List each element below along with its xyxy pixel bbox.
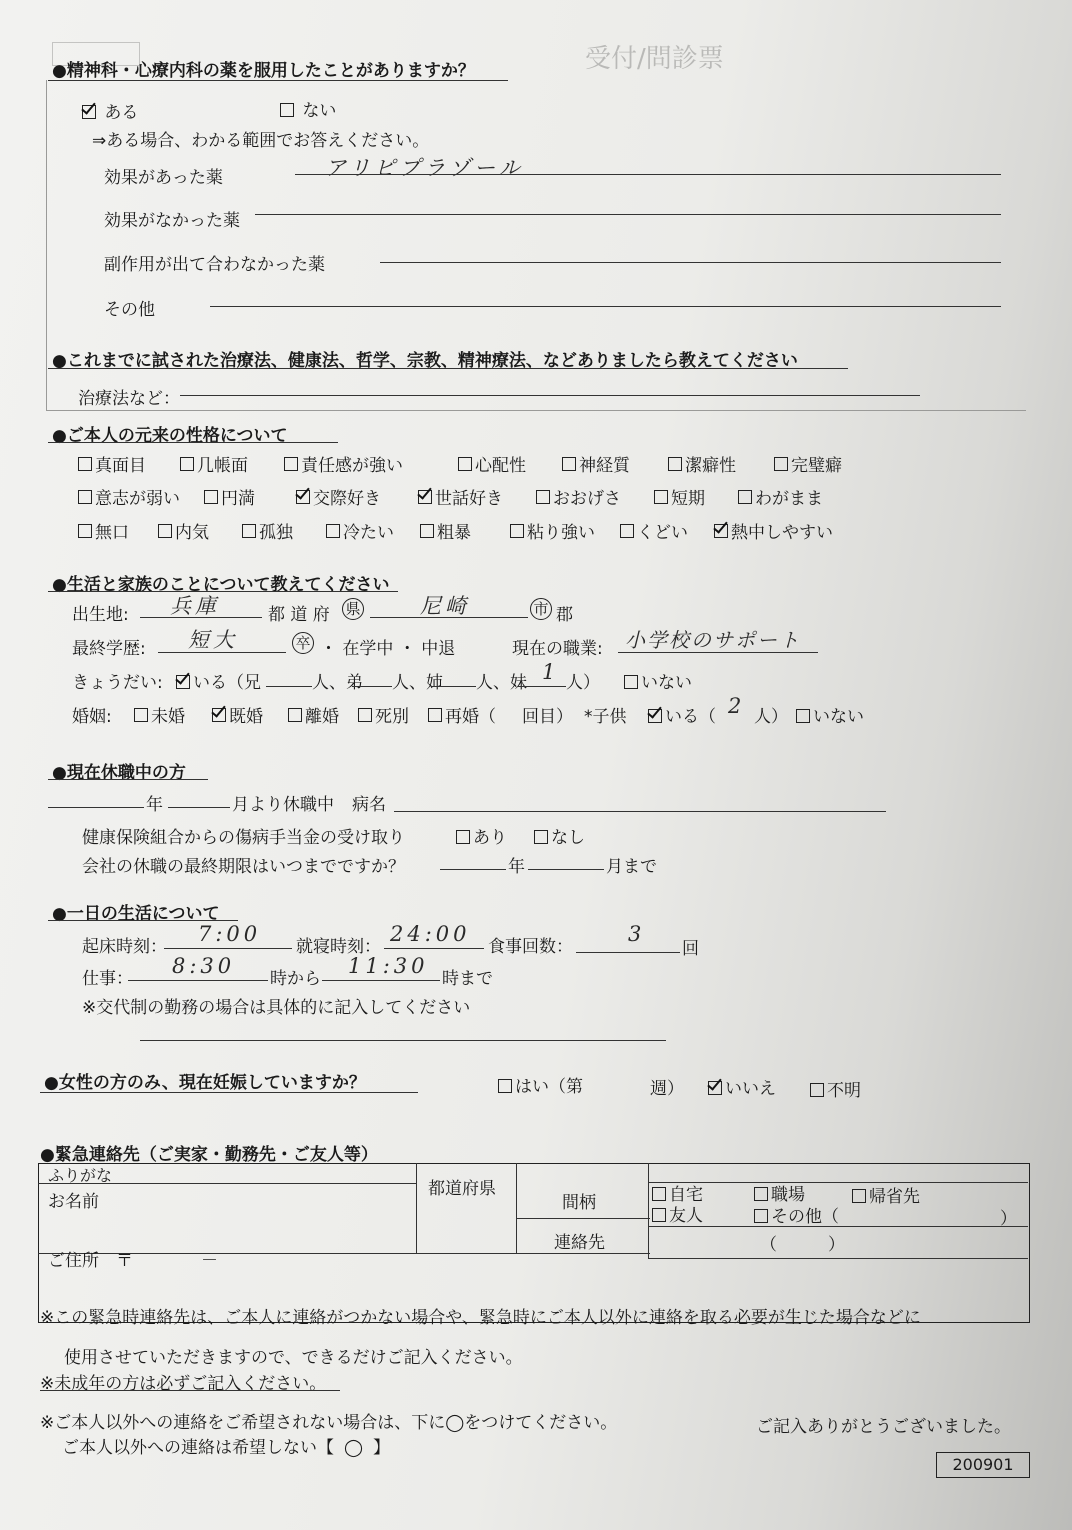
trait-shinpai[interactable] [458,451,548,476]
checkbox-checked[interactable] [648,709,662,723]
checkbox[interactable] [754,1187,768,1201]
relation-option-label: 帰省先 [869,1187,920,1207]
wake-value[interactable]: 7:00 [198,922,262,946]
trait-kousai[interactable] [296,484,404,509]
wake-label: 起床時刻： [82,937,167,957]
todofu-label: 都 道 府 [268,605,330,625]
relation-label: 間柄 [562,1193,596,1213]
checkbox-checked[interactable] [212,708,226,722]
option-yes-label: ある [104,103,139,123]
treatment-label: 治療法など： [78,389,180,409]
meals-line [576,952,680,953]
children-count[interactable]: 2 [728,694,746,718]
leave-year-field[interactable] [48,807,144,808]
younger-sister-count[interactable]: 1 [542,660,560,684]
column-divider [416,1163,417,1253]
no-contact-bracket: 】 [373,1438,391,1458]
shift-note: ※交代制の勤務の場合は具体的に記入してください [82,998,471,1018]
work-label: 仕事： [82,969,133,989]
trait-label: 内気 [175,523,209,543]
checkbox-checked[interactable] [714,524,728,538]
relation-divider [516,1218,650,1219]
checkbox[interactable] [242,524,256,538]
trait-sekinin[interactable] [284,451,444,476]
siblings-yes-label: いる（兄 [193,673,261,693]
ken-label: 県 [342,598,364,620]
trait-label: 熱中しやすい [731,523,833,543]
pregnancy-no-label: いいえ [725,1079,776,1099]
note-underline [40,1390,340,1391]
trait-kudoi[interactable] [620,518,700,543]
trait-label: 交際好き [313,489,381,509]
checkbox[interactable] [428,708,442,722]
relation-option-label: 職場 [771,1185,805,1205]
children-no[interactable] [796,702,864,727]
checkbox[interactable] [652,1187,666,1201]
birth-city-line [370,617,528,618]
leave-month-field[interactable] [168,807,230,808]
children-no-label: いない [813,707,864,727]
ineffective-label: 効果がなかった薬 [104,211,240,231]
edu-label: 最終学歴: [72,639,146,659]
checkbox[interactable] [536,490,550,504]
section-medication-title: ●精神科・心療内科の薬を服用したことがありますか？ [52,61,475,81]
section-leave-title: ●現在休職中の方 [52,763,186,783]
option-yes[interactable] [82,98,138,123]
insurance-yes[interactable] [456,823,507,848]
trait-mukuchi[interactable] [78,518,144,543]
relation-family-home[interactable] [852,1182,920,1207]
checkbox-checked[interactable] [708,1081,722,1095]
checkbox[interactable] [78,524,92,538]
emergency-note-3: ※未成年の方は必ずご記入ください。 [40,1374,327,1394]
insurance-yes-label: あり [473,828,507,848]
relation-option-label: その他（ [771,1207,839,1227]
ken-circled [342,598,364,620]
trait-kodoku[interactable] [242,518,312,543]
younger-brother-field[interactable] [352,686,392,687]
edu-line [158,652,286,653]
marriage-label: 婚姻: [72,707,112,727]
emergency-note-4: ※ご本人以外への連絡をご希望されない場合は、下に◯をつけてください。 [40,1413,618,1433]
title-underline [48,779,208,780]
sleep-line [384,948,484,949]
side-effect-label: 副作用が出て合わなかった薬 [104,255,325,275]
trait-label: 潔癖性 [685,456,736,476]
checkbox[interactable] [420,524,434,538]
children-yes-label: いる（ [665,707,716,727]
trait-label: 粗暴 [437,523,471,543]
trait-label: 無口 [95,523,129,543]
checkbox-checked[interactable] [418,490,432,504]
leave-year-label: 年 [146,795,163,815]
trait-oogesa[interactable] [536,484,640,509]
insurance-no-label: なし [551,828,585,848]
brother-count-field[interactable] [266,686,312,687]
relation-friend[interactable] [652,1201,703,1226]
title-underline [48,368,848,369]
trait-label: 冷たい [343,523,394,543]
trait-label: くどい [637,523,688,543]
emergency-note-5 [62,1433,390,1458]
thanks-text: ご記入ありがとうございました。 [756,1417,1011,1437]
checkbox[interactable] [668,457,682,471]
shi-label: 市 [530,598,552,620]
relation-other-close: ） [1000,1209,1017,1229]
relation-option-label: 自宅 [669,1185,703,1205]
treatment-field[interactable] [180,395,920,396]
option-no-label: ない [302,101,337,121]
no-contact-mark[interactable]: ◯ [344,1438,364,1458]
address-label: ご住所 〒 － [48,1251,218,1271]
birth-pref-value[interactable]: 兵庫 [170,594,220,618]
checkbox[interactable] [326,524,340,538]
section-divider [46,410,1026,411]
trait-tsumetai[interactable] [326,518,406,543]
checkbox[interactable] [498,1079,512,1093]
marriage-remarried[interactable] [428,702,496,727]
title-underline [40,1092,418,1093]
personality-row-1 [78,451,856,476]
siblings-no[interactable] [624,668,692,693]
trait-shinkei[interactable] [562,451,654,476]
birth-pref-line [140,617,262,618]
deadline-label: 会社の休職の最終期限はいつまでですか？ [82,857,405,877]
pregnancy-no[interactable] [708,1074,776,1099]
form-code: 200901 [936,1452,1030,1478]
siblings-imouto-label: 人、妹 [476,673,527,693]
checkbox[interactable] [204,490,218,504]
ineffective-field[interactable] [255,214,1001,215]
siblings-yes[interactable] [176,668,261,693]
trait-label: 短期 [671,489,705,509]
checkbox[interactable] [810,1083,824,1097]
checkbox[interactable] [738,490,752,504]
section-pregnancy-title: ●女性の方のみ、現在妊娠していますか？ [44,1073,366,1093]
meals-value[interactable]: 3 [628,922,646,946]
deadline-year-label: 年 [508,857,525,877]
trait-label: 真面目 [95,456,146,476]
section-family-title: ●生活と家族のことについて教えてください [52,575,390,595]
effective-value[interactable]: アリピプラゾール [325,156,524,180]
pregnancy-yes-label: はい（第 [515,1077,583,1097]
checkbox[interactable] [652,1208,666,1222]
checkbox[interactable] [620,524,634,538]
siblings-no-label: いない [641,673,692,693]
trait-label: 心配性 [475,456,526,476]
job-value[interactable]: 小学校のサポート [625,628,801,652]
marriage-divorced[interactable] [288,702,344,727]
trait-uchiki[interactable] [158,518,228,543]
siblings-brother-label: 人、弟 [312,673,363,693]
marriage-married[interactable] [212,702,274,727]
younger-sister-line [518,686,566,687]
checkbox[interactable] [624,675,638,689]
edu-value[interactable]: 短大 [188,628,238,652]
pregnancy-yes[interactable] [498,1072,583,1097]
children-yes[interactable] [648,702,716,727]
remarriage-count-label: 回目） [522,707,573,727]
trait-sewa[interactable] [418,484,522,509]
checkbox[interactable] [852,1189,866,1203]
marriage-option-label: 離婚 [305,707,339,727]
checkbox[interactable] [774,457,788,471]
marriage-single[interactable] [134,702,198,727]
other-field[interactable] [210,306,1001,307]
checkbox[interactable] [534,830,548,844]
marriage-options [134,702,510,727]
option-no[interactable] [280,96,336,121]
insurance-no[interactable] [534,823,585,848]
work-from-value[interactable]: 8:30 [172,954,236,978]
checkbox[interactable] [510,524,524,538]
shift-field[interactable] [140,1040,666,1041]
gun-label: 郡 [556,605,573,625]
furigana-label: ふりがな [48,1166,113,1185]
trait-wagamama[interactable] [738,484,823,509]
checkbox[interactable] [754,1209,768,1223]
checkbox[interactable] [562,457,576,471]
trait-kanpeki[interactable] [774,451,842,476]
side-effect-field[interactable] [380,262,1001,263]
pregnancy-unknown-label: 不明 [827,1081,861,1101]
section-emergency-title: ●緊急連絡先（ご実家・勤務先・ご友人等） [40,1145,378,1165]
title-underline [48,920,238,921]
checkbox[interactable] [78,457,92,471]
sister-count-field[interactable] [432,686,476,687]
relation-top-line [648,1182,1028,1183]
emergency-note-1: ※この緊急時連絡先は、ご本人に連絡がつかない場合や、緊急時にご本人以外に連絡を取る必要が生じた場合などに [40,1308,921,1328]
checkbox[interactable] [456,830,470,844]
checkbox-no[interactable] [280,103,294,117]
birth-label: 出生地: [72,605,129,625]
trait-label: 孤独 [259,523,293,543]
relation-option-label: 友人 [669,1206,703,1226]
job-label: 現在の職業: [512,639,603,659]
marriage-option-label: 死別 [375,707,409,727]
section-border [46,80,47,410]
trait-necchu[interactable] [714,518,833,543]
contact-paren: （ ） [760,1235,845,1255]
personality-row-2 [78,484,837,509]
meals-unit: 回 [682,939,699,959]
deadline-year-field[interactable] [440,869,506,870]
siblings-label: きょうだい: [72,673,163,693]
trait-enman[interactable] [204,484,282,509]
title-underline [48,591,398,592]
section-daily-title: ●一日の生活について [52,904,220,924]
medication-note: ⇒ある場合、わかる範囲でお答えください。 [92,131,430,151]
trait-label: おおげさ [553,489,621,509]
deadline-month-field[interactable] [528,869,604,870]
checkbox[interactable] [180,457,194,471]
checkbox[interactable] [458,457,472,471]
section-personality-title: ●ご本人の元来の性格について [52,426,288,446]
checkbox-yes[interactable] [82,105,96,119]
illness-label: 病名 [352,795,386,815]
trait-label: わがまま [755,489,823,509]
checkbox-checked[interactable] [296,490,310,504]
contact-bottom-line [648,1258,1028,1259]
contact-label: 連絡先 [554,1233,605,1253]
shi-circled [530,598,552,620]
checkbox[interactable] [796,709,810,723]
job-line [618,652,818,653]
work-to-value[interactable]: 11:30 [348,954,429,978]
meals-label: 食事回数： [488,937,573,957]
illness-field[interactable] [394,811,886,812]
no-contact-label: ご本人以外への連絡は希望しない【 [62,1438,334,1458]
relation-other[interactable] [754,1202,839,1227]
marriage-option-label: 既婚 [229,707,263,727]
section-treatment-title: ●これまでに試された治療法、健康法、哲学、宗教、精神療法、などありましたら教えてください [52,351,798,371]
deadline-month-label: 月まで [606,857,657,877]
pregnancy-week: 週） [650,1079,684,1099]
emergency-note-2: 使用させていただきますので、できるだけご記入ください。 [64,1348,523,1368]
sotsu-circled [292,632,314,654]
trait-label: 世話好き [435,489,503,509]
children-label: *子供 [584,707,627,727]
checkbox[interactable] [284,457,298,471]
trait-label: 責任感が強い [301,456,403,476]
sleep-label: 就寝時刻： [296,937,381,957]
trait-nebari[interactable] [510,518,606,543]
wake-line [164,948,292,949]
work-from-label: 時から [270,969,321,989]
checkbox[interactable] [158,524,172,538]
name-label: お名前 [48,1192,99,1212]
sotsu-label: 卒 [292,632,314,654]
trait-label: 粘り強い [527,523,595,543]
edu-status-options: ・ 在学中 ・ 中退 [320,639,456,659]
sleep-value[interactable]: 24:00 [390,922,471,946]
marriage-widowed[interactable] [358,702,414,727]
trait-label: 意志が弱い [95,489,180,509]
trait-label: 神経質 [579,456,630,476]
trait-tanki[interactable] [654,484,724,509]
trait-majime[interactable] [78,451,166,476]
effective-line [295,174,1001,175]
checkbox[interactable] [134,708,148,722]
trait-kichoumen[interactable] [180,451,270,476]
checkbox[interactable] [358,708,372,722]
title-underline [48,442,338,443]
work-to-label: 時まで [442,969,493,989]
checkbox[interactable] [654,490,668,504]
title-underline [48,80,508,81]
checkbox[interactable] [78,490,92,504]
other-label: その他 [104,300,155,320]
marriage-option-label: 再婚（ [445,707,496,727]
checkbox-checked[interactable] [176,675,190,689]
pref-label: 都道府県 [428,1179,496,1199]
column-divider [516,1163,517,1253]
siblings-end: 人） [566,673,600,693]
children-unit: 人） [754,707,788,727]
effective-label: 効果があった薬 [104,168,223,188]
insurance-label: 健康保険組合からの傷病手当金の受け取り [82,828,405,848]
trait-ishi[interactable] [78,484,190,509]
ghost-title: 受付/問診票 [585,44,724,74]
leave-month-label: 月より休職中 [232,795,334,815]
personality-row-3 [78,518,847,543]
birth-city-value[interactable]: 尼崎 [420,594,470,618]
trait-label: 円満 [221,489,255,509]
trait-keppeki[interactable] [668,451,760,476]
siblings-sister-label: 人、姉 [392,673,443,693]
marriage-option-label: 未婚 [151,707,185,727]
trait-label: 几帳面 [197,456,248,476]
work-to-line [322,980,440,981]
work-from-line [128,980,268,981]
pregnancy-unknown[interactable] [810,1076,861,1101]
column-divider [648,1163,649,1258]
checkbox[interactable] [288,708,302,722]
trait-sobou[interactable] [420,518,496,543]
trait-label: 完璧癖 [791,456,842,476]
